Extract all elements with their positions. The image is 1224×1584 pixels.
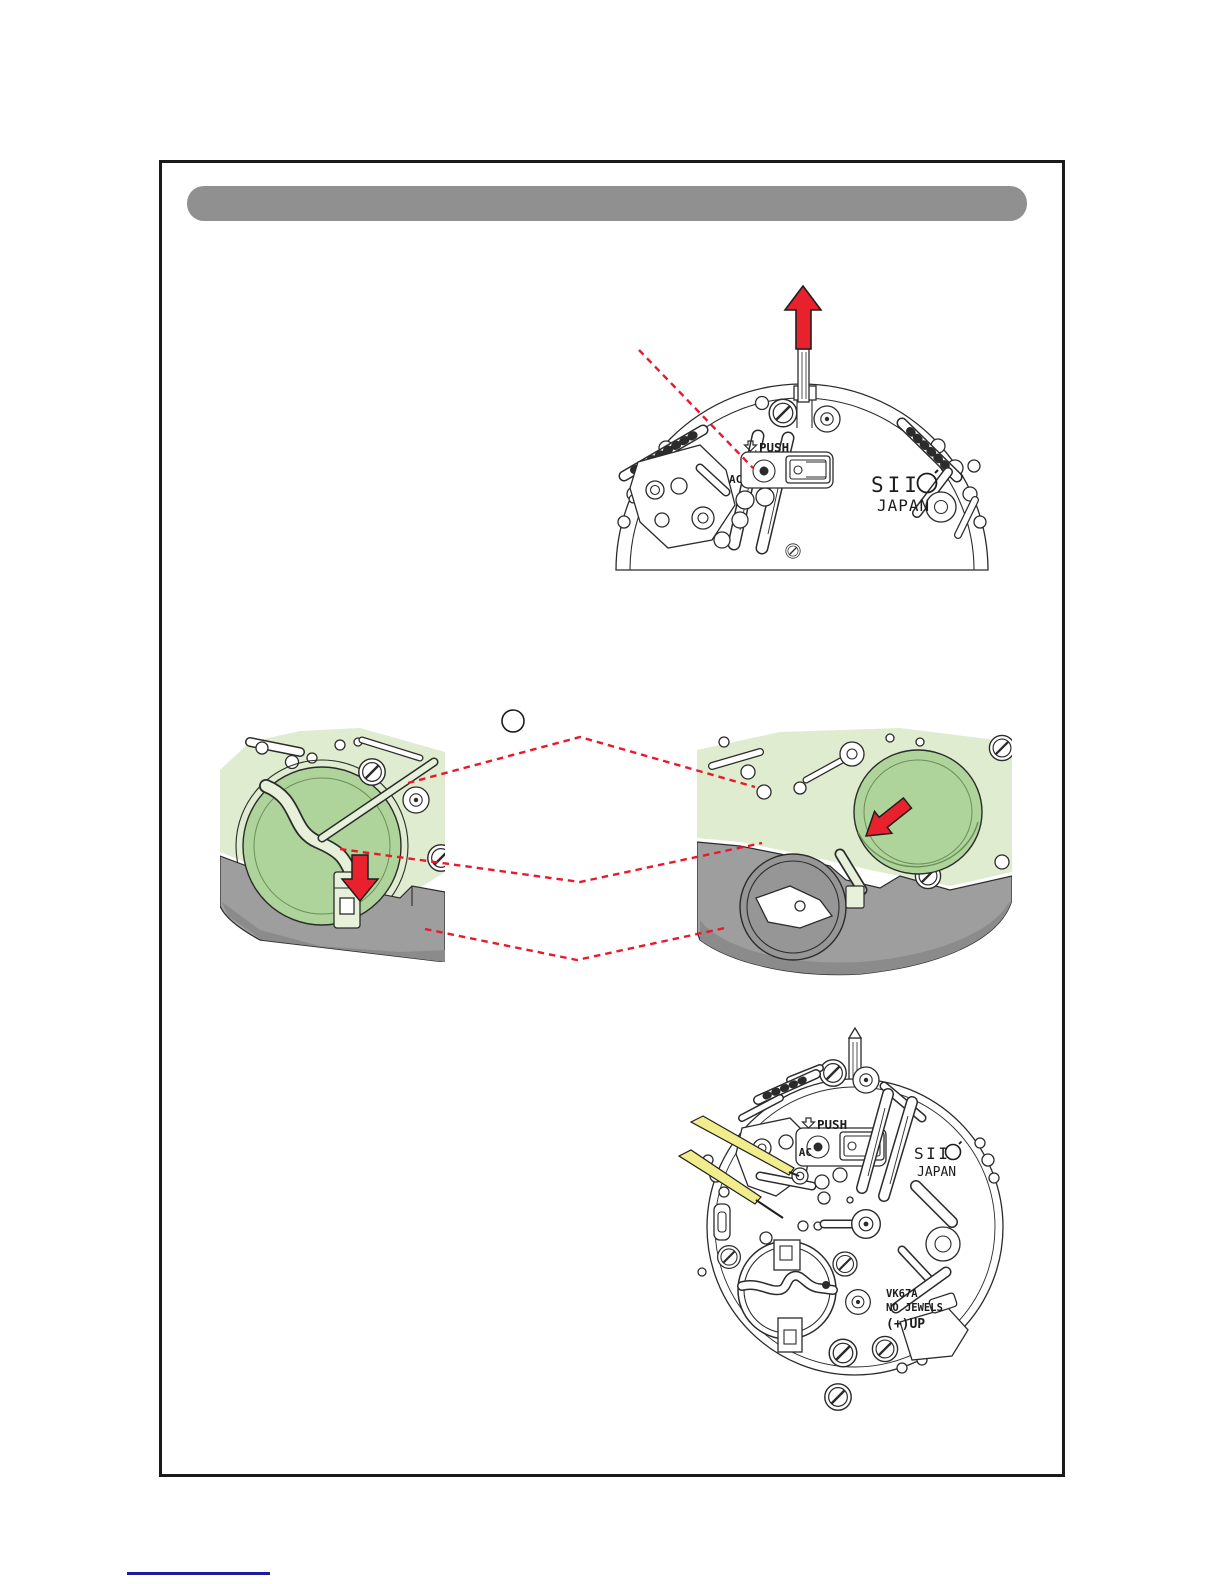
up-arrow-icon <box>785 286 821 349</box>
bottom-logo-japan-text: JAPAN <box>917 1165 957 1180</box>
bottom-logo-sii-text: SII <box>914 1144 951 1163</box>
winding-stem <box>798 349 809 402</box>
top-ac-label: AC <box>729 473 743 486</box>
battery-removed <box>854 750 982 874</box>
battery-removal-diagram <box>697 728 1015 975</box>
top-push-label: PUSH <box>759 440 790 455</box>
bottom-ac-label: AC <box>798 1146 812 1159</box>
bottom-movement-diagram <box>679 1028 1003 1410</box>
callout-circle <box>502 710 524 732</box>
jewels-label: NO JEWELS <box>886 1302 943 1314</box>
model-label: VK67A <box>886 1288 918 1300</box>
leader-line-bottom <box>425 928 725 960</box>
top-logo-sii-text: SII <box>871 473 921 497</box>
top-logo-japan-text: JAPAN <box>877 496 931 515</box>
ac-contact-point <box>792 1168 808 1184</box>
battery-install-diagram <box>220 728 454 962</box>
top-movement-diagram <box>616 286 988 570</box>
orientation-label: (+)UP <box>886 1317 926 1332</box>
bottom-push-label: PUSH <box>817 1117 848 1132</box>
